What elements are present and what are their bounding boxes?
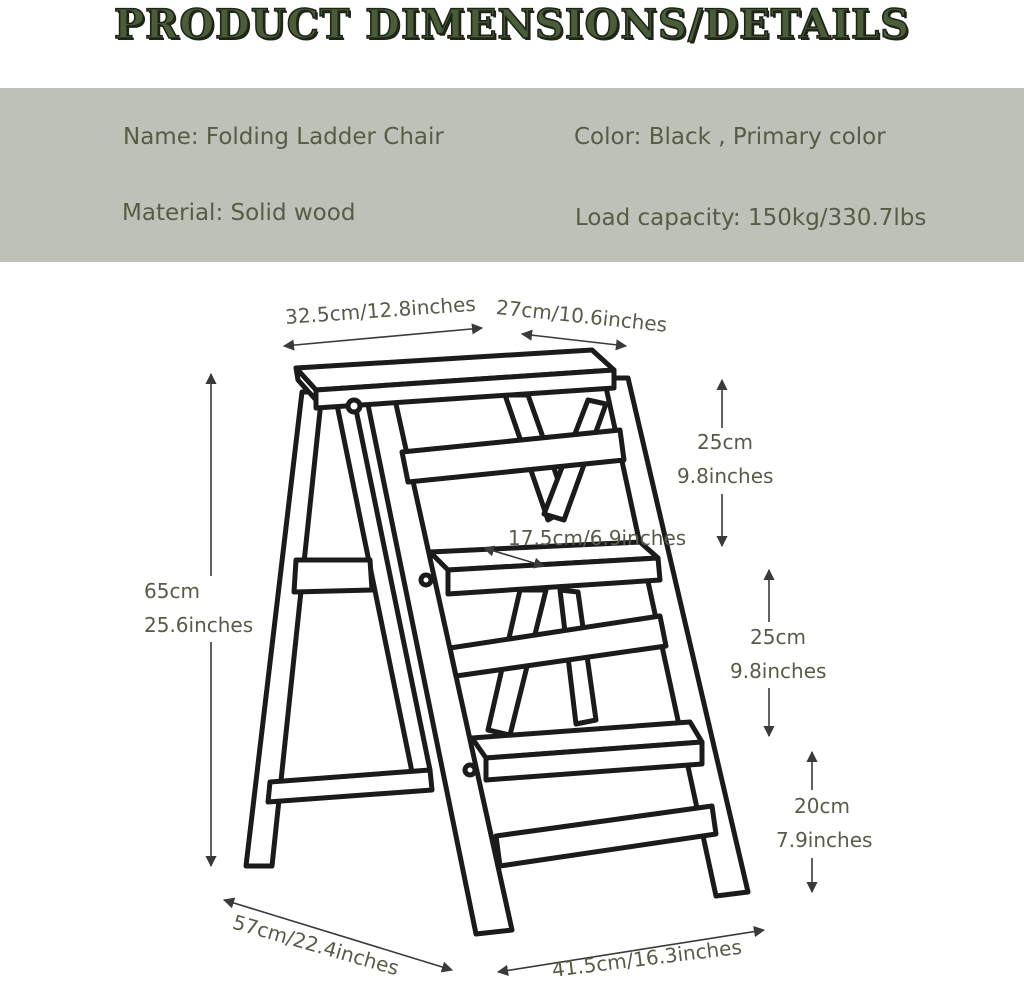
dim-upper-step-in: 9.8inches bbox=[677, 464, 774, 488]
spec-name: Name: Folding Ladder Chair bbox=[123, 124, 444, 150]
dim-total-height-cm: 65cm bbox=[144, 579, 200, 603]
spec-load-capacity: Load capacity: 150kg/330.7lbs bbox=[575, 205, 927, 231]
dim-total-height-in: 25.6inches bbox=[144, 613, 254, 637]
dim-lower-step-in: 7.9inches bbox=[776, 828, 873, 852]
ladder-chair-illustration bbox=[246, 350, 748, 934]
dim-upper-step-cm: 25cm bbox=[697, 430, 753, 454]
specs-band bbox=[0, 88, 1024, 262]
dim-base-depth: 57cm/22.4inches bbox=[230, 909, 402, 981]
dim-base-width: 41.5cm/16.3inches bbox=[550, 934, 744, 982]
dim-top-depth: 27cm/10.6inches bbox=[494, 294, 669, 337]
dim-middle-step-in: 9.8inches bbox=[730, 659, 827, 683]
dim-lower-step-cm: 20cm bbox=[794, 794, 850, 818]
dim-top-width: 32.5cm/12.8inches bbox=[284, 291, 477, 329]
dim-step-depth: 17.5cm/6.9inches bbox=[508, 526, 687, 550]
page-title: PRODUCT DIMENSIONS/DETAILS bbox=[114, 1, 910, 48]
spec-material: Material: Solid wood bbox=[122, 200, 356, 226]
dim-middle-step-cm: 25cm bbox=[750, 625, 806, 649]
spec-color: Color: Black , Primary color bbox=[574, 124, 886, 150]
